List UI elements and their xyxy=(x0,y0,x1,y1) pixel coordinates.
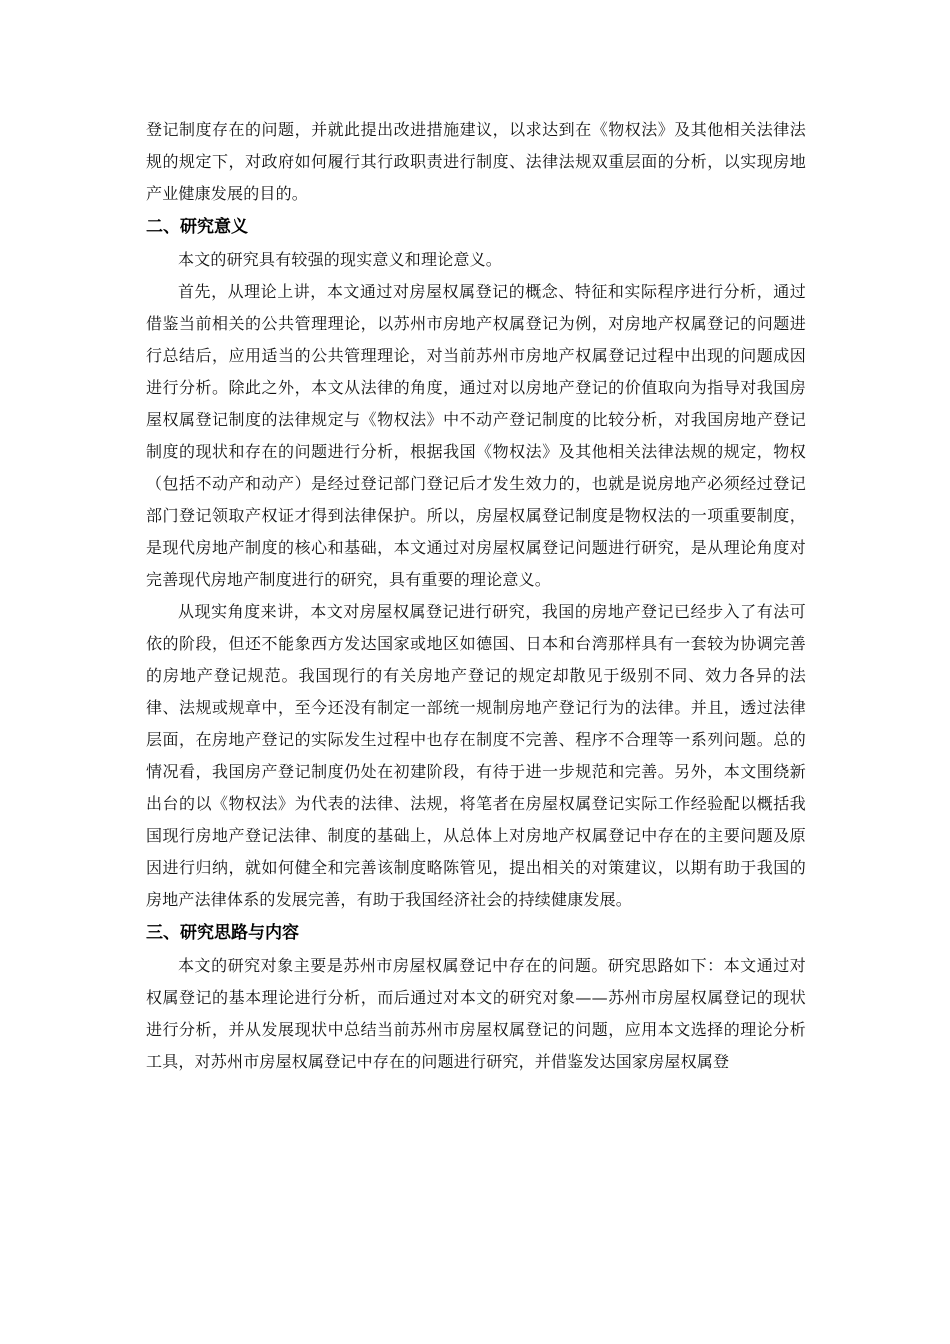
section-heading-approach: 三、研究思路与内容 xyxy=(146,923,299,943)
significance-paragraph-1: 本文的研究具有较强的现实意义和理论意义。 xyxy=(178,250,503,269)
significance-paragraph-2: 首先，从理论上讲，本文通过对房屋权属登记的概念、特征和实际程序进行分析，通过借鉴当前相关的公共管理理论，以苏州市房地产权属登记为例，对房地产权属登记的问题进行总结后，应用适当的公共管理理论，对当前苏州市房地产权属登记过程中出现的问题成因进行分析。除此之外，本文从法律的角度，通过对以房地产登记的价值取向为指导对我国房屋权属登记制度的法律规定与《物权法》中不动产登记制度的比较分析，对我国房地产登记制度的现状和存在的问题进行分析，根据我国《物权法》及其他相关法律法规的规定，物权（包括不动产和动产）是经过登记部门登记后才发生效力的，也就是说房地产必须经过登记部门登记领取产权证才得到法律保护。所以，房屋权属登记制度是物权法的一项重要制度，是现代房地产制度的核心和基础，本文通过对房屋权属登记问题进行研究，是从理论角度对完善现代房地产制度进行的研究，具有重要的理论意义。 xyxy=(146,282,806,589)
approach-paragraph-1: 本文的研究对象主要是苏州市房屋权属登记中存在的问题。研究思路如下：本文通过对权属登记的基本理论进行分析，而后通过对本文的研究对象——苏州市房屋权属登记的现状进行分析，并从发展现状中总结当前苏州市房屋权属登记的问题，应用本文选择的理论分析工具，对苏州市房屋权属登记中存在的问题进行研究，并借鉴发达国家房屋权属登 xyxy=(146,956,806,1071)
section-heading-significance: 二、研究意义 xyxy=(146,217,248,237)
intro-paragraph: 登记制度存在的问题，并就此提出改进措施建议，以求达到在《物权法》及其他相关法律法规的规定下，对政府如何履行其行政职责进行制度、法律法规双重层面的分析，以实现房地产业健康发展的目的。 xyxy=(146,120,806,203)
significance-paragraph-3: 从现实角度来讲，本文对房屋权属登记进行研究，我国的房地产登记已经步入了有法可依的阶段，但还不能象西方发达国家或地区如德国、日本和台湾那样具有一套较为协调完善的房地产登记规范。我国现行的有关房地产登记的规定却散见于级别不同、效力各异的法律、法规或规章中，至今还没有制定一部统一规制房地产登记行为的法律。并且，透过法律层面，在房地产登记的实际发生过程中也存在制度不完善、程序不合理等一系列问题。总的情况看，我国房产登记制度仍处在初建阶段，有待于进一步规范和完善。另外，本文围绕新出台的以《物权法》为代表的法律、法规，将笔者在房屋权属登记实际工作经验配以概括我国现行房地产登记法律、制度的基础上，从总体上对房地产权属登记中存在的主要问题及原因进行归纳，就如何健全和完善该制度略陈管见，提出相关的对策建议，以期有助于我国的房地产法律体系的发展完善，有助于我国经济社会的持续健康发展。 xyxy=(146,602,806,909)
page-body xyxy=(146,114,806,1078)
